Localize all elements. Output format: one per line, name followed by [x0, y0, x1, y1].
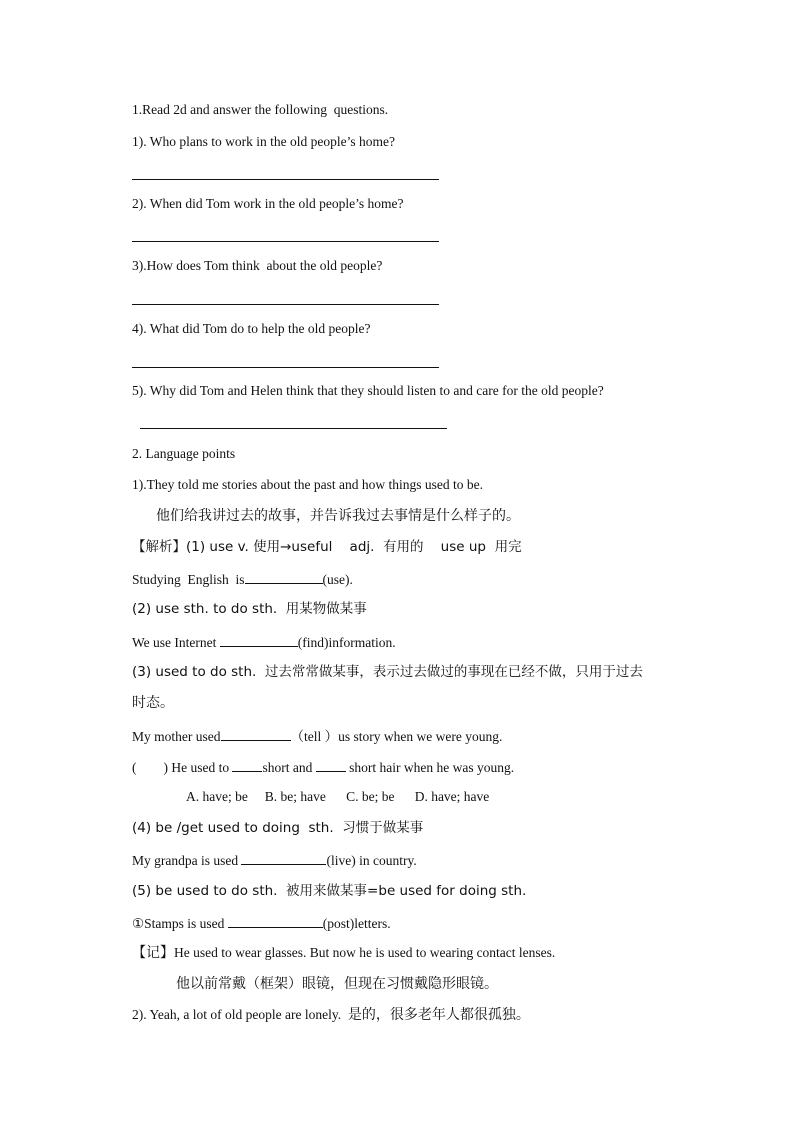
point2-translation: 是的，很多老年人都很孤独。: [347, 1007, 530, 1023]
multiple-choice-options: A. have; be B. be; have C. be; be D. have; have: [186, 789, 490, 804]
exercise-2-blank[interactable]: [220, 632, 298, 647]
mc-blank-1[interactable]: [232, 757, 262, 772]
section2-heading: 2. Language points: [132, 446, 236, 461]
exercise-4-suffix: (live) in country.: [326, 853, 417, 868]
point1-sentence: 1).They told me stories about the past and how things used to be.: [132, 477, 483, 492]
memo-line: [132, 944, 555, 962]
exercise-5-prefix: ①Stamps is used: [132, 916, 228, 931]
exercise-1: [132, 569, 353, 589]
question-3: 3).How does Tom think about the old people?: [132, 258, 383, 273]
exercise-5-suffix: (post)letters.: [322, 916, 391, 931]
exercise-1-prefix: Studying English is: [132, 572, 245, 587]
exercise-1-suffix: (use).: [322, 572, 353, 587]
point1-translation: 他们给我讲过去的故事，并告诉我过去事情是什么样子的。: [156, 508, 520, 524]
question-1: 1). Who plans to work in the old people’s home?: [132, 134, 395, 149]
exercise-3: [132, 726, 502, 746]
exercise-4-prefix: My grandpa is used: [132, 853, 242, 868]
question-4: 4). What did Tom do to help the old people?: [132, 321, 371, 336]
exercise-2-prefix: We use Internet: [132, 635, 220, 650]
answer-line-1[interactable]: [132, 179, 439, 180]
rule-5: (5) be used to do sth. 被用来做某事=be used for doing sth.: [132, 883, 527, 899]
memo-translation: 他以前常戴（框架）眼镜，但现在习惯戴隐形眼镜。: [176, 976, 498, 992]
mc-stem-part-a: ( ) He used to: [132, 760, 233, 775]
mc-stem-part-c: short hair when he was young.: [345, 760, 515, 775]
rule-3-line-1: (3) used to do sth. 过去常常做某事，表示过去做过的事现在已经不做，只用于过去: [132, 664, 643, 680]
exercise-3-blank[interactable]: [221, 726, 291, 741]
exercise-1-blank[interactable]: [245, 569, 323, 584]
exercise-5: [132, 913, 391, 933]
exercise-5-blank[interactable]: [228, 913, 323, 928]
exercise-4-blank[interactable]: [241, 850, 326, 865]
answer-line-4[interactable]: [132, 367, 439, 368]
exercise-3-suffix: （tell ）us story when we were young.: [290, 729, 503, 744]
point2-sentence: 2). Yeah, a lot of old people are lonely.: [132, 1007, 348, 1022]
multiple-choice-stem: [132, 757, 514, 777]
rule-4: (4) be /get used to doing sth. 习惯于做某事: [132, 820, 424, 836]
rule-3-line-2: 时态。: [132, 695, 174, 711]
exercise-3-prefix: My mother used: [132, 729, 221, 744]
section1-heading: 1.Read 2d and answer the following questions.: [132, 102, 389, 117]
question-5: 5). Why did Tom and Helen think that they should listen to and care for the old people?: [132, 383, 604, 398]
answer-line-2[interactable]: [132, 241, 439, 242]
mc-stem-part-b: short and: [262, 760, 316, 775]
question-2: 2). When did Tom work in the old people’s home?: [132, 196, 404, 211]
mc-blank-2[interactable]: [316, 757, 346, 772]
exercise-2-suffix: (find)information.: [297, 635, 396, 650]
exercise-2: [132, 632, 396, 652]
rule-2: (2) use sth. to do sth. 用某物做某事: [132, 601, 367, 617]
analysis-line: 【解析】(1) use v. 使用→useful adj. 有用的 use up 用完: [132, 539, 522, 555]
memo-text: He used to wear glasses. But now he is used to wearing contact lenses.: [174, 945, 556, 960]
point2-line: [132, 1006, 530, 1024]
answer-line-3[interactable]: [132, 304, 439, 305]
exercise-4: [132, 850, 417, 870]
memo-label: 【记】: [132, 945, 174, 961]
answer-line-5[interactable]: [140, 428, 447, 429]
